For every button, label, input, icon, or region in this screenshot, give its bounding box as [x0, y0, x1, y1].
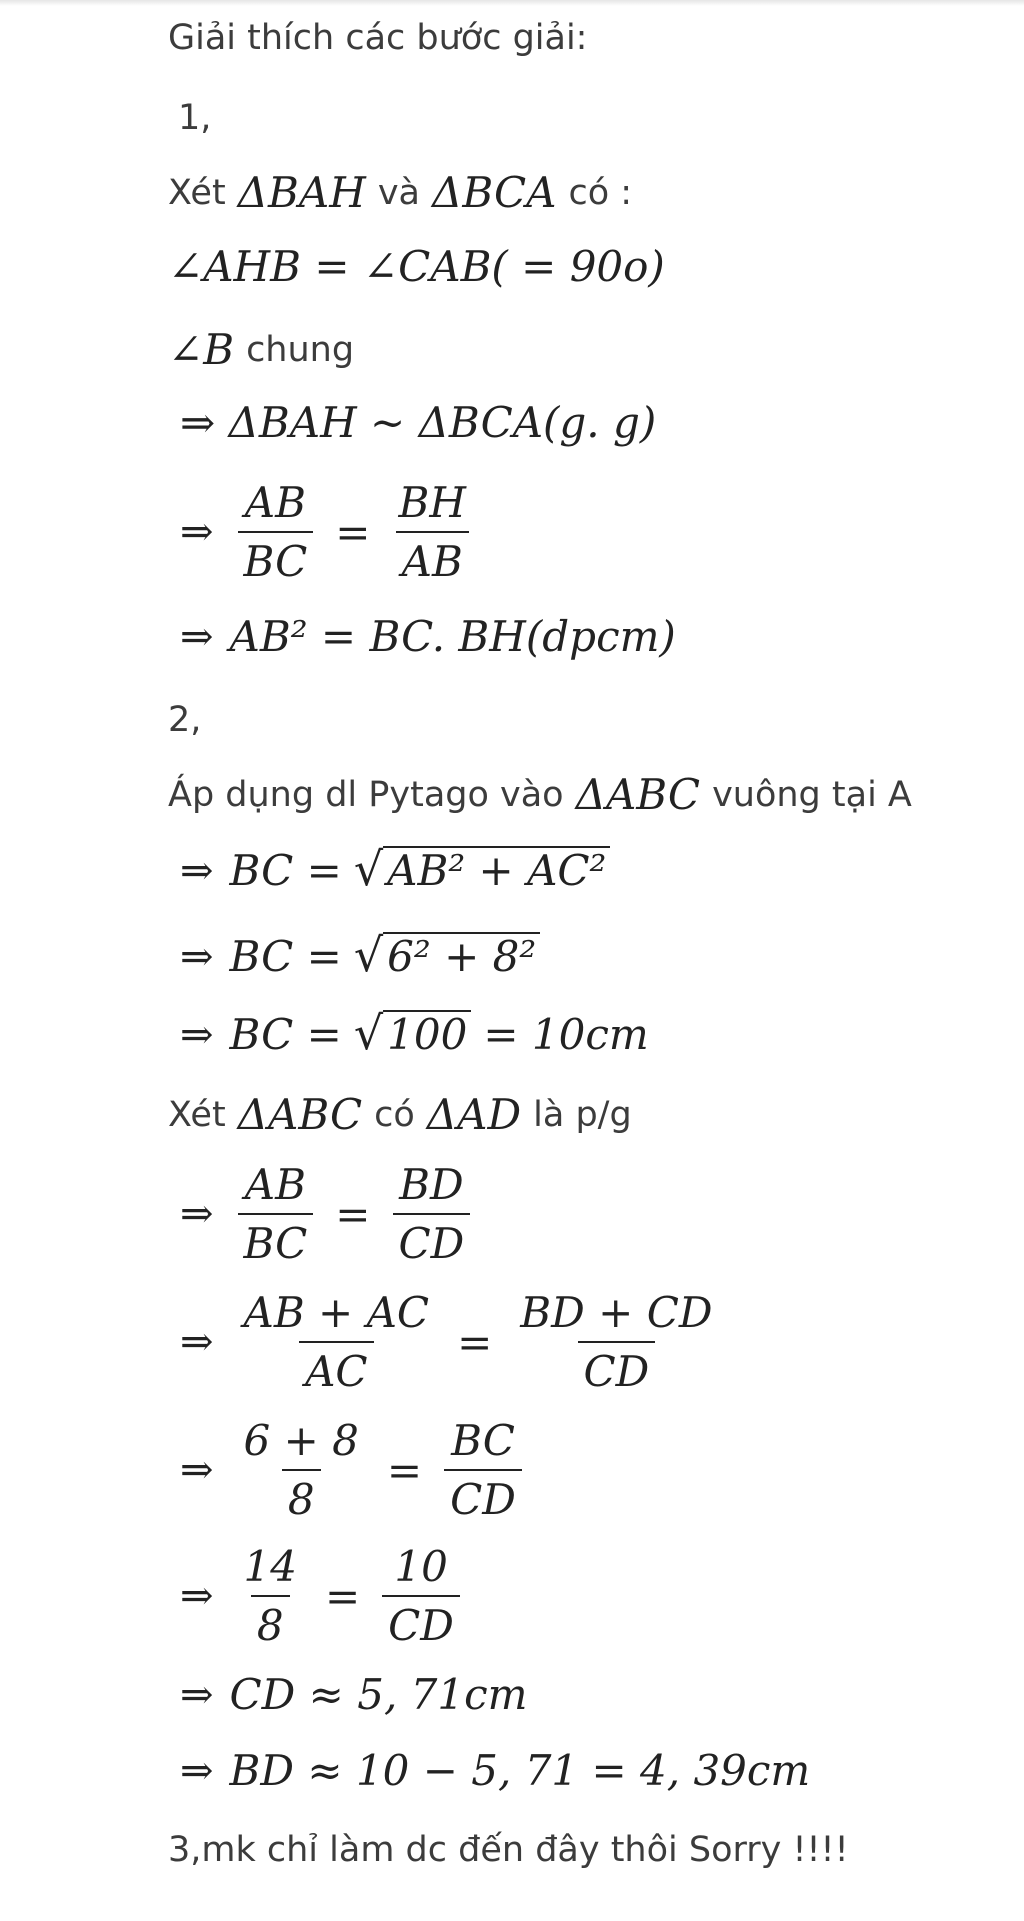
numerator: 14 — [243, 1542, 297, 1591]
implies-icon: ⇒ — [180, 613, 214, 660]
part1-consider-line — [168, 168, 632, 217]
ratio-line-2 — [180, 1160, 478, 1268]
part2-label: 2, — [168, 700, 202, 740]
top-shadow — [0, 0, 1024, 6]
ratio-line-3 — [180, 1288, 727, 1396]
square-root: √ 6² + 8² — [354, 932, 540, 980]
radicand: 6² + 8² — [383, 932, 540, 980]
implies-icon: ⇒ — [180, 1573, 214, 1619]
fraction-sum-ac — [238, 1288, 436, 1396]
implies-icon: ⇒ — [180, 1011, 214, 1058]
heading: Giải thích các bước giải: — [168, 18, 588, 58]
apply-text: Áp dụng dl Pytago vào — [168, 774, 564, 815]
bd-result-line — [180, 1746, 810, 1795]
triangle-abc: ΔABC — [575, 770, 701, 819]
fraction-bc-cd — [444, 1416, 522, 1524]
fraction-ab-bc — [238, 478, 314, 586]
implies-icon: ⇒ — [180, 847, 214, 894]
implies-icon: ⇒ — [180, 1671, 214, 1718]
numerator: BD — [399, 1160, 464, 1209]
ratio-line-1 — [180, 478, 480, 586]
right-at-text: vuông tại A — [712, 774, 912, 815]
consider-prefix: Xét — [168, 172, 226, 213]
denominator: AC — [299, 1341, 373, 1396]
equals-sign: = — [457, 1317, 493, 1367]
has-word: có — [374, 1094, 415, 1135]
numerator: BH — [398, 478, 466, 527]
equals-sign: = — [335, 507, 371, 557]
triangle-abc: ΔABC — [237, 1090, 363, 1139]
denominator: CD — [578, 1341, 656, 1396]
common-angle-line — [168, 325, 354, 374]
numerator: AB — [244, 1160, 306, 1209]
equals-sign: = — [386, 1445, 423, 1495]
has-suffix: có : — [568, 172, 633, 213]
angle-equality: ∠AHB = ∠CAB( = 90o) — [168, 242, 665, 291]
denominator: BC — [238, 1213, 314, 1268]
numerator: 10 — [394, 1542, 448, 1591]
ratio-line-4 — [180, 1416, 530, 1524]
denominator: 8 — [251, 1595, 290, 1650]
numerator: BC — [451, 1416, 515, 1465]
square-root: √ AB² + AC² — [354, 846, 611, 894]
numerator: 6 + 8 — [243, 1416, 359, 1465]
implies-icon: ⇒ — [180, 1747, 214, 1794]
fraction-ab-bc — [238, 1160, 314, 1268]
bd-result: BD ≈ 10 − 5, 71 = 4, 39cm — [229, 1746, 811, 1795]
implies-icon: ⇒ — [180, 1319, 214, 1365]
fraction-14-8 — [238, 1542, 303, 1650]
fraction-bd-cd — [393, 1160, 471, 1268]
cd-result-line — [180, 1670, 527, 1719]
cd-result: CD ≈ 5, 71cm — [229, 1670, 528, 1719]
bc-lhs: BC = — [229, 932, 342, 981]
denominator: CD — [444, 1469, 522, 1524]
pythagoras-line — [168, 770, 912, 819]
numerator: AB + AC — [243, 1288, 430, 1337]
denominator: CD — [393, 1213, 471, 1268]
numerator: BD + CD — [520, 1288, 713, 1337]
bc-result: = 10cm — [483, 1010, 649, 1059]
bisector-line — [168, 1090, 632, 1139]
bc-sqrt-formula — [180, 842, 610, 897]
square-root: √ 100 — [354, 1010, 471, 1058]
numerator: AB — [244, 478, 306, 527]
bc-final-formula — [180, 1006, 649, 1061]
consider-prefix: Xét — [168, 1094, 226, 1135]
part1-label: 1, — [178, 98, 212, 138]
fraction-6plus8-8 — [238, 1416, 365, 1524]
bisector-text: là p/g — [533, 1094, 632, 1135]
equals-sign: = — [324, 1571, 361, 1621]
radicand: AB² + AC² — [383, 846, 610, 894]
result-dpcm: AB² = BC. BH(dpcm) — [229, 612, 676, 661]
implies-icon: ⇒ — [180, 509, 214, 555]
fraction-bh-ab — [393, 478, 473, 586]
implies-icon: ⇒ — [180, 933, 214, 980]
ratio-line-5 — [180, 1542, 468, 1650]
implies-icon: ⇒ — [180, 1191, 214, 1237]
bc-numeric-formula — [180, 928, 540, 983]
common-word: chung — [246, 329, 355, 370]
fraction-10-cd — [382, 1542, 460, 1650]
implies-icon: ⇒ — [180, 1447, 214, 1493]
angle-b: ∠B — [168, 325, 235, 374]
radicand: 100 — [383, 1010, 471, 1058]
part3-text: 3,mk chỉ làm dc đến đây thôi Sorry !!!! — [168, 1830, 849, 1870]
result-dpcm-line — [180, 612, 676, 661]
denominator: BC — [238, 531, 314, 586]
similar-triangles: ⇒ ΔBAH ~ ΔBCA(g. g) — [180, 398, 657, 447]
denominator: 8 — [282, 1469, 321, 1524]
denominator: CD — [382, 1595, 460, 1650]
triangle-ad: ΔAD — [426, 1090, 522, 1139]
bc-lhs: BC = — [229, 1010, 342, 1059]
triangle-bah: ΔBAH — [237, 168, 366, 217]
fraction-sum-cd — [514, 1288, 718, 1396]
triangle-bca: ΔBCA — [432, 168, 557, 217]
bc-lhs: BC = — [229, 846, 342, 895]
denominator: AB — [396, 531, 469, 586]
and-word: và — [377, 172, 420, 213]
equals-sign: = — [335, 1189, 371, 1239]
